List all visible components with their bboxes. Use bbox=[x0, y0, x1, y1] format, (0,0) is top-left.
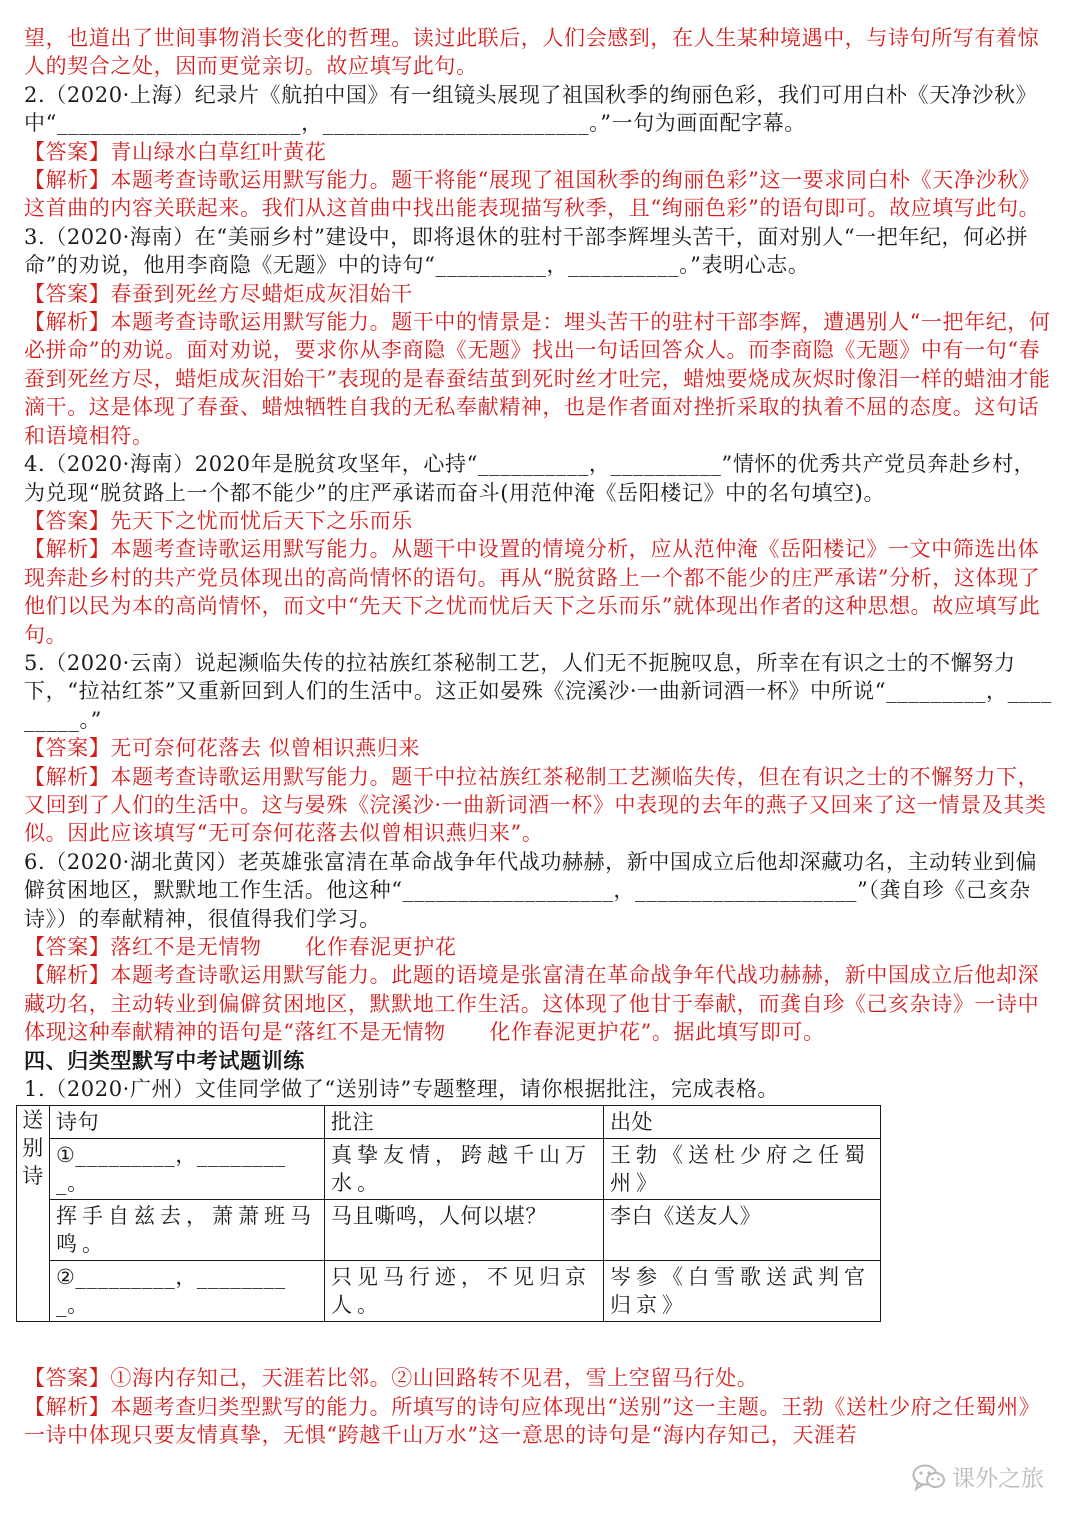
watermark bbox=[912, 1460, 1044, 1493]
table-cell-verse: ①_________，________ _。 bbox=[50, 1139, 325, 1200]
spacer bbox=[24, 1322, 1056, 1364]
question-paragraph: 2.（2020·上海）纪录片《航拍中国》有一组镜头展现了祖国秋季的绚丽色彩，我们可用白朴《天净沙秋》中“______________________，________________________。”一句为画面配字幕。 bbox=[24, 82, 1038, 136]
table-row bbox=[17, 1200, 881, 1261]
content-blocks bbox=[24, 24, 1056, 1103]
table-cell-note: 真挚友情，跨越千山万水。 bbox=[325, 1139, 604, 1200]
answer-paragraph: 【答案】无可奈何花落去 似曾相识燕归来 bbox=[24, 736, 421, 761]
table-header-cell: 诗句 bbox=[50, 1106, 325, 1139]
question-paragraph: 3.（2020·海南）在“美丽乡村”建设中，即将退休的驻村干部李辉埋头苦干，面对别人“一把年纪，何必拼命”的劝说，他用李商隐《无题》中的诗句“__________，__________。”表明心志。 bbox=[24, 224, 1028, 278]
answer-paragraph: 【解析】本题考查诗歌运用默写能力。题干中的情景是：埋头苦干的驻村干部李辉，遭遇别人“一把年纪，何必拼命”的劝说。面对劝说，要求你从李商隐《无题》找出一句话回答众人。而李商隐《无题》中有一句“春蚕到死丝方尽，蜡炬成灰泪始干”表现的是春蚕结茧到死时丝才吐完，蜡烛要烧成灰烬时像泪一样的蜡油才能滴干。这是体现了春蚕、蜡烛牺牲自我的无私奉献精神，也是作者面对挫折采取的执着不屈的态度。这句话和语境相符。 bbox=[24, 310, 1051, 448]
document-page bbox=[24, 24, 1056, 1450]
table-category-cell bbox=[17, 1106, 50, 1322]
table-cell-verse: 挥手自兹去，萧萧班马鸣。 bbox=[50, 1200, 325, 1261]
table-cell-source: 岑参《白雪歌送武判官归京》 bbox=[604, 1261, 881, 1322]
answer-paragraph: 望，也道出了世间事物消长变化的哲理。读过此联后，人们会感到，在人生某种境遇中，与诗句所写有着惊人的契合之处，因而更觉亲切。故应填写此句。 bbox=[24, 26, 1040, 79]
table-header-cell: 批注 bbox=[325, 1106, 604, 1139]
answer-paragraph: 【解析】本题考查诗歌运用默写能力。此题的语境是张富清在革命战争年代战功赫赫，新中国成立后他却深藏功名，主动转业到偏僻贫困地区，默默地工作生活。这体现了他甘于奉献，而龚自珍《己亥杂诗》一诗中体现这种奉献精神的语句是“落红不是无情物 化作春泥更护花”。据此填写即可。 bbox=[24, 963, 1040, 1045]
table-cell-verse: ②_________，________ _。 bbox=[50, 1261, 325, 1322]
answer-blocks-after-table bbox=[24, 1364, 1056, 1449]
table-cell-source: 李白《送友人》 bbox=[604, 1200, 881, 1261]
answer-paragraph: 【解析】本题考查诗歌运用默写能力。题干中拉祜族红茶秘制工艺濒临失传，但在有识之士的不懈努力下，又回到了人们的生活中。这与晏殊《浣溪沙·一曲新词酒一杯》中表现的去年的燕子又回来了这一情景及其类似。因此应该填写“无可奈何花落去似曾相识燕归来”。 bbox=[24, 764, 1047, 846]
question-paragraph: 5.（2020·云南）说起濒临失传的拉祜族红茶秘制工艺，人们无不扼腕叹息，所幸在有识之士的不懈努力下，“拉祜红茶”又重新回到人们的生活中。这正如晏殊《浣溪沙·一曲新词酒一杯》中所说“_________，_________。” bbox=[24, 650, 1052, 732]
table-cell-note: 只见马行迹，不见归京人。 bbox=[325, 1261, 604, 1322]
table-header-row bbox=[17, 1106, 881, 1139]
question-paragraph: 6.（2020·湖北黄冈）老英雄张富清在革命战争年代战功赫赫，新中国成立后他却深藏功名，主动转业到偏僻贫困地区，默默地工作生活。他这种“___________________，____________________”（龚自珍《己亥杂诗》）的奉献精神，很值得我们学习。 bbox=[24, 849, 1038, 931]
answer-paragraph: 【解析】本题考查诗歌运用默写能力。从题干中设置的情境分析，应从范仲淹《岳阳楼记》一文中筛选出体现奔赴乡村的共产党员体现出的高尚情怀的语句。再从“脱贫路上一个都不能少的庄严承诺”分析，这体现了他们以民为本的高尚情怀，而文中“先天下之忧而忧后天下之乐而乐”就体现出作者的这种思想。故应填写此句。 bbox=[24, 537, 1041, 647]
answer-paragraph: 【解析】本题考查诗歌运用默写能力。题干将能“展现了祖国秋季的绚丽色彩”这一要求同白朴《天净沙秋》这首曲的内容关联起来。我们从这首曲中找出能表现描写秋季，且“绚丽色彩”的语句即可。故应填写此句。 bbox=[24, 168, 1041, 221]
table-row bbox=[17, 1139, 881, 1200]
table-header-cell: 出处 bbox=[604, 1106, 881, 1139]
answer-paragraph: 【解析】本题考查归类型默写的能力。所填写的诗句应体现出“送别”这一主题。王勃《送杜少府之任蜀州》一诗中体现只要友情真挚，无惧“跨越千山万水”这一意思的诗句是“海内存知己，天涯若 bbox=[24, 1394, 1041, 1448]
answer-paragraph: 【答案】①海内存知己，天涯若比邻。②山回路转不见君，雪上空留马行处。 bbox=[24, 1366, 759, 1391]
table-cell-note: 马且嘶鸣，人何以堪？ bbox=[325, 1200, 604, 1261]
farewell-poem-table bbox=[16, 1105, 881, 1322]
table-cell-source: 王勃《送杜少府之任蜀州》 bbox=[604, 1139, 881, 1200]
table-row bbox=[17, 1261, 881, 1322]
wechat-icon bbox=[912, 1463, 946, 1491]
table-category-label: 送别诗 bbox=[22, 1108, 44, 1189]
answer-paragraph: 【答案】青山绿水白草红叶黄花 bbox=[24, 139, 327, 164]
answer-paragraph: 【答案】落红不是无情物 化作春泥更护花 bbox=[24, 935, 457, 959]
question-paragraph: 4.（2020·海南）2020年是脱贫攻坚年，心持“__________，__________”情怀的优秀共产党员奔赴乡村，为兑现“脱贫路上一个都不能少”的庄严承诺而奋斗(用范仲淹《岳阳楼记》中的名句填空)。 bbox=[24, 452, 1036, 505]
section-heading: 四、归类型默写中考试题训练 bbox=[24, 1047, 305, 1073]
answer-paragraph: 【答案】春蚕到死丝方尽蜡炬成灰泪始干 bbox=[24, 281, 413, 306]
answer-paragraph: 【答案】先天下之忧而忧后天下之乐而乐 bbox=[24, 508, 413, 533]
watermark-text: 课外之旅 bbox=[952, 1466, 1044, 1492]
question-paragraph: 1.（2020·广州）文佳同学做了“送别诗”专题整理，请你根据批注，完成表格。 bbox=[24, 1077, 780, 1102]
